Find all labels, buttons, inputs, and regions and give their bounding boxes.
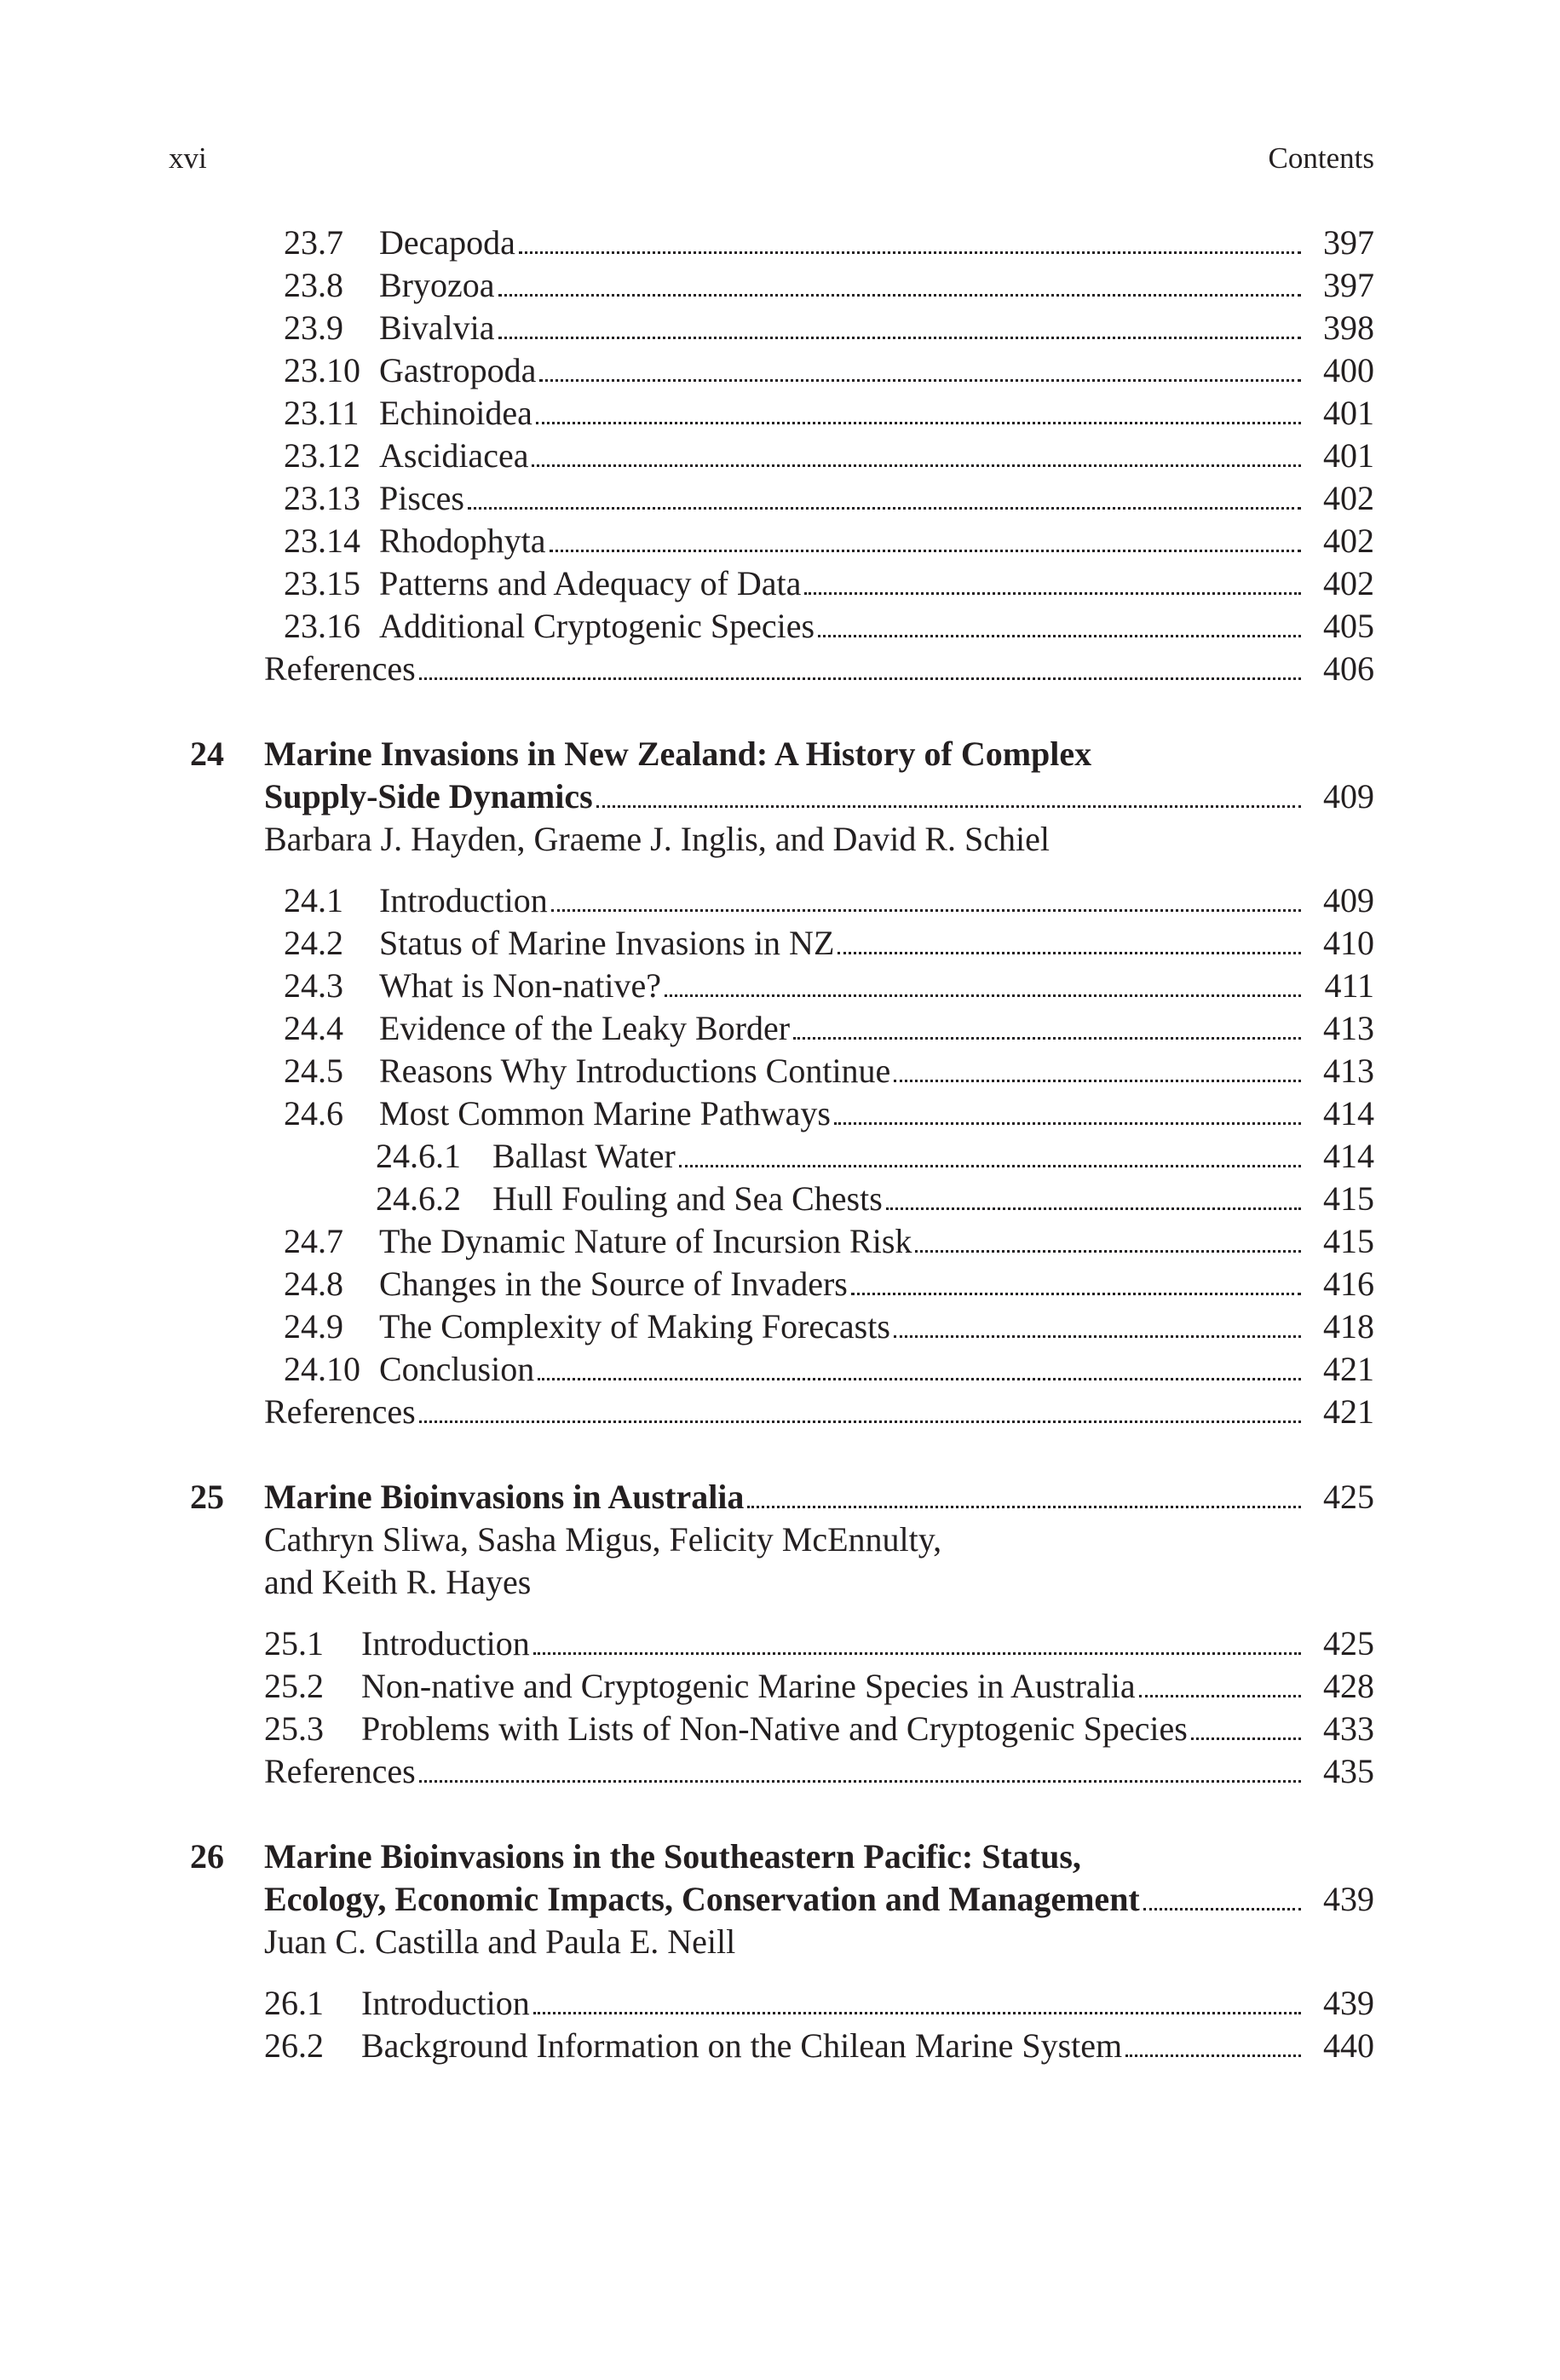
entry-title: Conclusion (379, 1350, 535, 1388)
section-number: 25.2 (264, 1667, 324, 1705)
toc-references-entry (169, 1391, 1374, 1433)
entry-title: Reasons Why Introductions Continue (379, 1052, 891, 1090)
section-number: 23.14 (284, 522, 360, 560)
leader-dots (536, 382, 1301, 424)
page-number: xvi (169, 141, 207, 175)
page-number-ref: 397 (1323, 223, 1374, 262)
entry-title: References (264, 1392, 416, 1431)
toc-chapter-authors (169, 1921, 1374, 1963)
spacer (169, 1793, 1374, 1835)
entry-title: Ascidiacea (379, 436, 529, 475)
section-number: 24.4 (284, 1009, 343, 1047)
page-number-ref: 397 (1323, 266, 1374, 304)
entry-title: Decapoda (379, 223, 515, 262)
page-number-ref: 409 (1323, 777, 1374, 815)
section-number: 24.1 (284, 881, 343, 919)
leader-dots (419, 637, 1301, 680)
entry-title: Rhodophyta (379, 522, 546, 560)
page-number-ref: 421 (1323, 1392, 1374, 1431)
table-of-contents (169, 222, 1374, 2067)
page-number-ref: 415 (1323, 1222, 1374, 1260)
section-number: 24.3 (284, 966, 343, 1005)
entry-title: Marine Bioinvasions in the Southeastern Pacific: Status, (264, 1837, 1081, 1876)
entry-title: Bivalvia (379, 308, 495, 347)
section-number: 23.11 (284, 394, 360, 432)
toc-chapter-authors (169, 1561, 1374, 1604)
entry-title: Hull Fouling and Sea Chests (492, 1179, 883, 1218)
page-number-ref: 428 (1323, 1667, 1374, 1705)
leader-dots (838, 912, 1301, 954)
entry-title: Introduction (361, 1984, 530, 2022)
section-number: 24.2 (284, 924, 343, 962)
page-number-ref: 410 (1323, 924, 1374, 962)
entry-title: Background Information on the Chilean Marine System (361, 2026, 1123, 2065)
running-title: Contents (1268, 141, 1374, 175)
leader-dots (539, 339, 1301, 382)
toc-chapter-title-continued (169, 775, 1374, 818)
page-number-ref: 409 (1323, 881, 1374, 919)
section-number: 24.10 (284, 1350, 360, 1388)
page-number-ref: 421 (1323, 1350, 1374, 1388)
entry-title: What is Non-native? (379, 966, 661, 1005)
entry-title: Status of Marine Invasions in NZ (379, 924, 835, 962)
page-number-ref: 402 (1323, 522, 1374, 560)
page-number-ref: 413 (1323, 1009, 1374, 1047)
leader-dots (818, 595, 1301, 637)
entry-title: Pisces (379, 479, 464, 517)
entry-title: Juan C. Castilla and Paula E. Neill (264, 1922, 736, 1961)
page-number-ref: 405 (1323, 607, 1374, 645)
chapter-number: 24 (190, 735, 224, 773)
page-number-ref: 411 (1324, 966, 1374, 1005)
toc-chapter-authors (169, 1518, 1374, 1561)
page-number-ref: 402 (1323, 479, 1374, 517)
page-number-ref: 414 (1323, 1094, 1374, 1132)
leader-dots (533, 1612, 1301, 1655)
entry-title: Patterns and Adequacy of Data (379, 564, 802, 602)
leader-dots (551, 869, 1301, 912)
section-number: 24.6 (284, 1094, 343, 1132)
page-number-ref: 425 (1323, 1624, 1374, 1663)
section-number: 24.6.2 (376, 1179, 461, 1218)
entry-title: Ecology, Economic Impacts, Conservation and Management (264, 1880, 1140, 1918)
section-number: 24.5 (284, 1052, 343, 1090)
leader-dots (1125, 2014, 1301, 2057)
section-number: 24.7 (284, 1222, 343, 1260)
leader-dots (596, 765, 1301, 808)
page-number-ref: 440 (1323, 2026, 1374, 2065)
leader-dots (532, 424, 1301, 467)
section-number: 23.16 (284, 607, 360, 645)
toc-chapter-title-continued (169, 1878, 1374, 1921)
leader-dots (804, 552, 1301, 595)
page-number-ref: 415 (1323, 1179, 1374, 1218)
spacer (169, 690, 1374, 733)
entry-title: Cathryn Sliwa, Sasha Migus, Felicity McEnnulty, (264, 1520, 942, 1559)
section-number: 25.1 (264, 1624, 324, 1663)
toc-references-entry (169, 1750, 1374, 1793)
toc-references-entry (169, 648, 1374, 690)
leader-dots (665, 954, 1301, 997)
page-number-ref: 401 (1323, 436, 1374, 475)
page-number-ref: 425 (1323, 1478, 1374, 1516)
leader-dots (550, 510, 1301, 552)
section-number: 25.3 (264, 1709, 324, 1748)
section-number: 23.12 (284, 436, 360, 475)
entry-title: Introduction (361, 1624, 530, 1663)
section-number: 23.7 (284, 223, 343, 262)
page-number-ref: 418 (1323, 1307, 1374, 1346)
entry-title: Marine Invasions in New Zealand: A History of Complex (264, 735, 1092, 773)
entry-title: Additional Cryptogenic Species (379, 607, 815, 645)
entry-title: Bryozoa (379, 266, 495, 304)
leader-dots (747, 1466, 1301, 1508)
entry-title: Most Common Marine Pathways (379, 1094, 831, 1132)
leader-dots (834, 1082, 1301, 1125)
leader-dots (793, 997, 1301, 1040)
entry-title: The Dynamic Nature of Incursion Risk (379, 1222, 912, 1260)
section-number: 23.8 (284, 266, 343, 304)
leader-dots (1191, 1697, 1301, 1740)
section-number: 23.9 (284, 308, 343, 347)
entry-title: References (264, 649, 416, 688)
section-number: 24.6.1 (376, 1137, 461, 1175)
section-number: 26.2 (264, 2026, 324, 2065)
page-number-ref: 406 (1323, 649, 1374, 688)
entry-title: Barbara J. Hayden, Graeme J. Inglis, and David R. Schiel (264, 820, 1050, 858)
page-number-ref: 398 (1323, 308, 1374, 347)
entry-title: References (264, 1752, 416, 1790)
leader-dots (498, 297, 1301, 339)
toc-section-entry (169, 2025, 1374, 2067)
toc-chapter-authors (169, 818, 1374, 861)
leader-dots (419, 1740, 1301, 1783)
leader-dots (533, 1972, 1301, 2014)
leader-dots (538, 1338, 1301, 1380)
section-number: 23.10 (284, 351, 360, 389)
entry-title: Supply-Side Dynamics (264, 777, 593, 815)
leader-dots (886, 1167, 1301, 1210)
leader-dots (468, 467, 1301, 510)
page-number-ref: 439 (1323, 1984, 1374, 2022)
page-number-ref: 435 (1323, 1752, 1374, 1790)
page-header (169, 141, 1374, 182)
entry-title: Marine Bioinvasions in Australia (264, 1478, 745, 1516)
entry-title: Gastropoda (379, 351, 537, 389)
page-number-ref: 414 (1323, 1137, 1374, 1175)
leader-dots (915, 1210, 1301, 1253)
entry-title: Introduction (379, 881, 548, 919)
page-number-ref: 416 (1323, 1265, 1374, 1303)
page-number-ref: 402 (1323, 564, 1374, 602)
leader-dots (679, 1125, 1301, 1167)
section-number: 24.8 (284, 1265, 343, 1303)
leader-dots (498, 254, 1301, 297)
leader-dots (894, 1295, 1301, 1338)
leader-dots (1143, 1868, 1301, 1910)
leader-dots (851, 1253, 1301, 1295)
page-number-ref: 400 (1323, 351, 1374, 389)
entry-title: Changes in the Source of Invaders (379, 1265, 848, 1303)
entry-title: Ballast Water (492, 1137, 676, 1175)
page-number-ref: 401 (1323, 394, 1374, 432)
section-number: 24.9 (284, 1307, 343, 1346)
leader-dots (519, 211, 1301, 254)
page-number-ref: 439 (1323, 1880, 1374, 1918)
section-number: 26.1 (264, 1984, 324, 2022)
page-number-ref: 413 (1323, 1052, 1374, 1090)
section-number: 23.15 (284, 564, 360, 602)
page-number-ref: 433 (1323, 1709, 1374, 1748)
toc-chapter-title (169, 1476, 1374, 1518)
leader-dots (419, 1380, 1301, 1423)
chapter-number: 26 (190, 1837, 224, 1876)
leader-dots (1139, 1655, 1301, 1697)
entry-title: Evidence of the Leaky Border (379, 1009, 791, 1047)
section-number: 23.13 (284, 479, 360, 517)
entry-title: Problems with Lists of Non-Native and Cryptogenic Species (361, 1709, 1188, 1748)
entry-title: and Keith R. Hayes (264, 1563, 532, 1601)
leader-dots (894, 1040, 1301, 1082)
chapter-number: 25 (190, 1478, 224, 1516)
entry-title: The Complexity of Making Forecasts (379, 1307, 890, 1346)
entry-title: Echinoidea (379, 394, 532, 432)
entry-title: Non-native and Cryptogenic Marine Species in Australia (361, 1667, 1136, 1705)
